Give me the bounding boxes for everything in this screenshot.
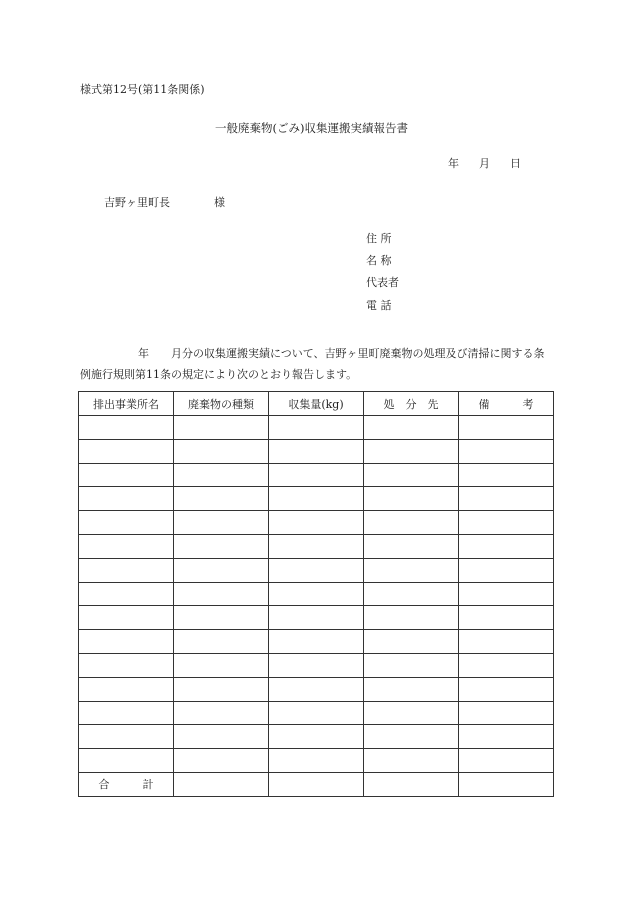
- table-cell[interactable]: [459, 677, 554, 701]
- body-year: 年: [138, 347, 149, 360]
- date-month: 月: [479, 157, 490, 170]
- table-cell[interactable]: [459, 606, 554, 630]
- table-cell[interactable]: [459, 534, 554, 558]
- table-cell[interactable]: [364, 701, 459, 725]
- form-number: 様式第12号(第11条関係): [80, 83, 205, 96]
- table-cell[interactable]: [364, 749, 459, 773]
- table-cell[interactable]: [79, 439, 174, 463]
- table-cell[interactable]: [459, 511, 554, 535]
- table-row: [79, 749, 554, 773]
- table-cell[interactable]: [459, 653, 554, 677]
- report-table: [78, 391, 554, 797]
- table-row: [79, 582, 554, 606]
- table-cell[interactable]: [174, 511, 269, 535]
- table-row: [79, 630, 554, 654]
- table-cell[interactable]: [174, 534, 269, 558]
- table-cell[interactable]: [364, 677, 459, 701]
- table-cell[interactable]: [459, 701, 554, 725]
- table-header-row: [79, 392, 554, 416]
- table-cell[interactable]: [79, 463, 174, 487]
- table-cell[interactable]: [79, 677, 174, 701]
- table-cell[interactable]: [459, 558, 554, 582]
- table-row: [79, 463, 554, 487]
- table-row: [79, 701, 554, 725]
- table-cell[interactable]: [79, 582, 174, 606]
- table-cell[interactable]: [364, 582, 459, 606]
- table-cell[interactable]: [269, 534, 364, 558]
- table-cell[interactable]: [364, 534, 459, 558]
- header-disposal: 処 分 先: [364, 392, 459, 416]
- table-cell[interactable]: [364, 725, 459, 749]
- addressee-name: 吉野ヶ里町長: [104, 196, 170, 209]
- table-cell[interactable]: [174, 749, 269, 773]
- table-cell[interactable]: [174, 725, 269, 749]
- table-cell[interactable]: [364, 511, 459, 535]
- table-cell[interactable]: [364, 606, 459, 630]
- table-cell[interactable]: [364, 416, 459, 440]
- table-row: [79, 487, 554, 511]
- table-cell[interactable]: [174, 416, 269, 440]
- table-cell[interactable]: [459, 630, 554, 654]
- body-text-content: 月分の収集運搬実績について、吉野ヶ里町廃棄物の処理及び清掃に関する条例施行規則第11条の規定により次のとおり報告します。: [80, 347, 545, 381]
- table-cell[interactable]: [459, 725, 554, 749]
- table-row: [79, 416, 554, 440]
- table-cell[interactable]: [364, 653, 459, 677]
- table-cell[interactable]: [269, 416, 364, 440]
- table-cell[interactable]: [459, 749, 554, 773]
- table-cell[interactable]: [364, 463, 459, 487]
- table-body: [79, 416, 554, 797]
- table-cell[interactable]: [174, 677, 269, 701]
- total-row: [79, 772, 554, 796]
- table-cell[interactable]: [174, 606, 269, 630]
- date-day: 日: [510, 157, 521, 170]
- table-cell[interactable]: [174, 582, 269, 606]
- table-cell[interactable]: [269, 653, 364, 677]
- addressee-honorific: 様: [214, 196, 225, 209]
- total-cell[interactable]: [174, 772, 269, 796]
- table-cell[interactable]: [364, 487, 459, 511]
- table-row: [79, 677, 554, 701]
- table-cell[interactable]: [79, 487, 174, 511]
- table-row: [79, 606, 554, 630]
- total-cell[interactable]: [459, 772, 554, 796]
- total-label: 合 計: [79, 772, 174, 796]
- table-row: [79, 439, 554, 463]
- table-row: [79, 558, 554, 582]
- table-cell[interactable]: [79, 558, 174, 582]
- table-cell[interactable]: [269, 749, 364, 773]
- addressee: [104, 194, 225, 210]
- table-cell[interactable]: [174, 487, 269, 511]
- table-cell[interactable]: [79, 606, 174, 630]
- total-cell[interactable]: [364, 772, 459, 796]
- header-remarks: 備 考: [459, 392, 554, 416]
- table-cell[interactable]: [174, 558, 269, 582]
- table-cell[interactable]: [79, 630, 174, 654]
- table-cell[interactable]: [459, 416, 554, 440]
- table-cell[interactable]: [364, 558, 459, 582]
- table-cell[interactable]: [79, 701, 174, 725]
- header-facility: 排出事業所名: [79, 392, 174, 416]
- table-row: [79, 725, 554, 749]
- table-row: [79, 653, 554, 677]
- table-cell[interactable]: [79, 534, 174, 558]
- table-row: [79, 534, 554, 558]
- table-cell[interactable]: [269, 487, 364, 511]
- table-cell[interactable]: [269, 511, 364, 535]
- reporter-address-label: 住 所: [366, 232, 392, 245]
- table-cell[interactable]: [459, 463, 554, 487]
- table-cell[interactable]: [269, 463, 364, 487]
- table-cell[interactable]: [79, 416, 174, 440]
- table-cell[interactable]: [79, 725, 174, 749]
- table-cell[interactable]: [174, 463, 269, 487]
- header-waste-type: 廃棄物の種類: [174, 392, 269, 416]
- reporter-name-label: 名 称: [366, 254, 392, 267]
- table-row: [79, 511, 554, 535]
- total-cell[interactable]: [269, 772, 364, 796]
- document-title: 一般廃棄物(ごみ)収集運搬実績報告書: [215, 121, 408, 135]
- table-cell[interactable]: [174, 653, 269, 677]
- table-cell[interactable]: [269, 701, 364, 725]
- table-cell[interactable]: [269, 630, 364, 654]
- table-cell[interactable]: [269, 558, 364, 582]
- table-cell[interactable]: [269, 677, 364, 701]
- table-cell[interactable]: [459, 582, 554, 606]
- table-cell[interactable]: [79, 653, 174, 677]
- table-cell[interactable]: [174, 630, 269, 654]
- table-cell[interactable]: [269, 606, 364, 630]
- table-cell[interactable]: [174, 701, 269, 725]
- table-cell[interactable]: [364, 439, 459, 463]
- table-cell[interactable]: [79, 749, 174, 773]
- table-cell[interactable]: [269, 582, 364, 606]
- table-cell[interactable]: [174, 439, 269, 463]
- header-amount: 収集量(kg): [269, 392, 364, 416]
- table-cell[interactable]: [459, 439, 554, 463]
- table-cell[interactable]: [459, 487, 554, 511]
- reporter-phone-label: 電 話: [366, 299, 392, 312]
- table-cell[interactable]: [269, 439, 364, 463]
- date-line: [448, 155, 521, 171]
- reporter-representative-label: 代表者: [366, 276, 399, 289]
- body-text: [80, 343, 555, 385]
- date-year: 年: [448, 157, 459, 170]
- table-cell[interactable]: [364, 630, 459, 654]
- table-cell[interactable]: [269, 725, 364, 749]
- table-cell[interactable]: [79, 511, 174, 535]
